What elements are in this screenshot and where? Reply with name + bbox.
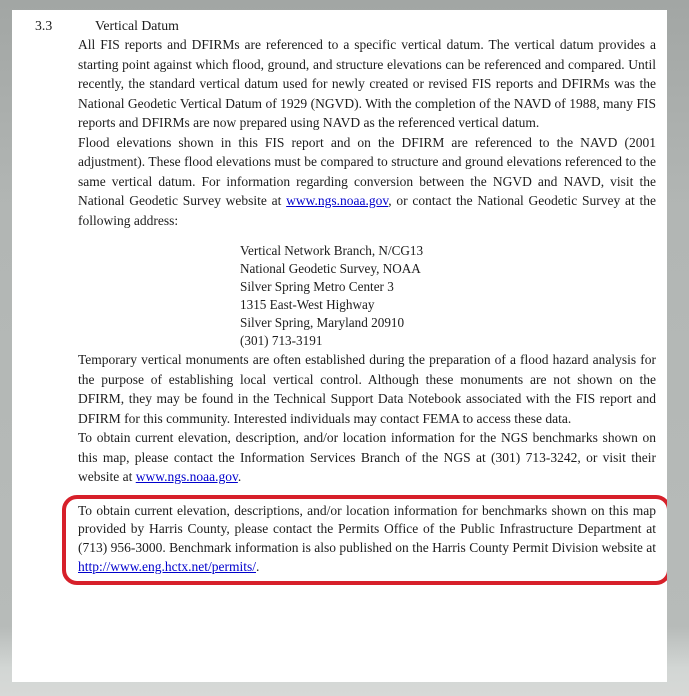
text-run: To obtain current elevation, descriptions, and/or location information for benchmarks shown on this map provided by Harris County, please contact the Permits Office of the Public Infrastructure Department at (713) 956-3000. Benchmark information is also published on the Harris County Permit Division website at <box>78 502 656 556</box>
document-page <box>12 10 667 682</box>
address-line: (301) 713-3191 <box>240 333 323 348</box>
ngs-website-link[interactable]: www.ngs.noaa.gov <box>286 193 389 208</box>
address-line: Vertical Network Branch, N/CG13 <box>240 243 424 258</box>
text-run: To obtain current elevation, description, and/or location information for the NGS benchmarks shown on this map, please contact the Information Services Branch of the NGS at (301) 713-3242, or visit their website at <box>78 430 656 484</box>
text-run: . <box>255 558 260 574</box>
text-run: Flood elevations shown in this FIS report and on the DFIRM are referenced to the NAVD (2001 adjustment). These flood elevations must be compared to structure and ground elevations referenced to the same vertical datum. For information regarding conversion between the NGVD and NAVD, visit the National Geodetic Survey website at <box>78 134 656 208</box>
ngs-website-link-2[interactable]: www.ngs.noaa.gov <box>135 469 238 484</box>
ngs-address-block <box>240 242 656 350</box>
paragraph-vertical-datum-intro <box>78 35 656 133</box>
paragraph-temporary-monuments <box>78 350 656 428</box>
address-line: National Geodetic Survey, NOAA <box>240 261 421 276</box>
address-line: 1315 East-West Highway <box>240 297 375 312</box>
section-heading <box>35 16 656 35</box>
text-run: . <box>237 469 242 484</box>
address-line: Silver Spring, Maryland 20910 <box>240 315 405 330</box>
paragraph-harris-county-benchmarks <box>78 502 656 577</box>
text-run: All FIS reports and DFIRMs are referenced to a specific vertical datum. The vertical datum provides a starting point against which flood, ground, and structure elevations can be referenced and compared. Until recently, the standard vertical datum used for newly created or revised FIS reports and DFIRMs was the National Geodetic Vertical Datum of 1929 (NGVD). With the completion of the NAVD of 1988, many FIS reports and DFIRMs are now prepared using NAVD as the referenced vertical datum. <box>78 37 656 130</box>
paragraph-ngs-benchmarks <box>78 428 656 487</box>
highlight-annotation-box <box>62 495 667 585</box>
address-line: Silver Spring Metro Center 3 <box>240 279 394 294</box>
section-number: 3.3 <box>35 18 53 33</box>
paragraph-navd-reference <box>78 133 656 231</box>
text-run: , or contact the National Geodetic Survey at the following address: <box>78 193 656 228</box>
section-title: Vertical Datum <box>95 18 179 33</box>
text-run: Temporary vertical monuments are often established during the preparation of a flood hazard analysis for the purpose of establishing local vertical control. Although these monuments are not shown on the DFIRM, they may be found in the Technical Support Data Notebook associated with the FIS report and DFIRM for this community. Interested individuals may contact FEMA to access these data. <box>78 352 656 426</box>
hctx-permits-link[interactable]: http://www.eng.hctx.net/permits/ <box>78 558 256 574</box>
